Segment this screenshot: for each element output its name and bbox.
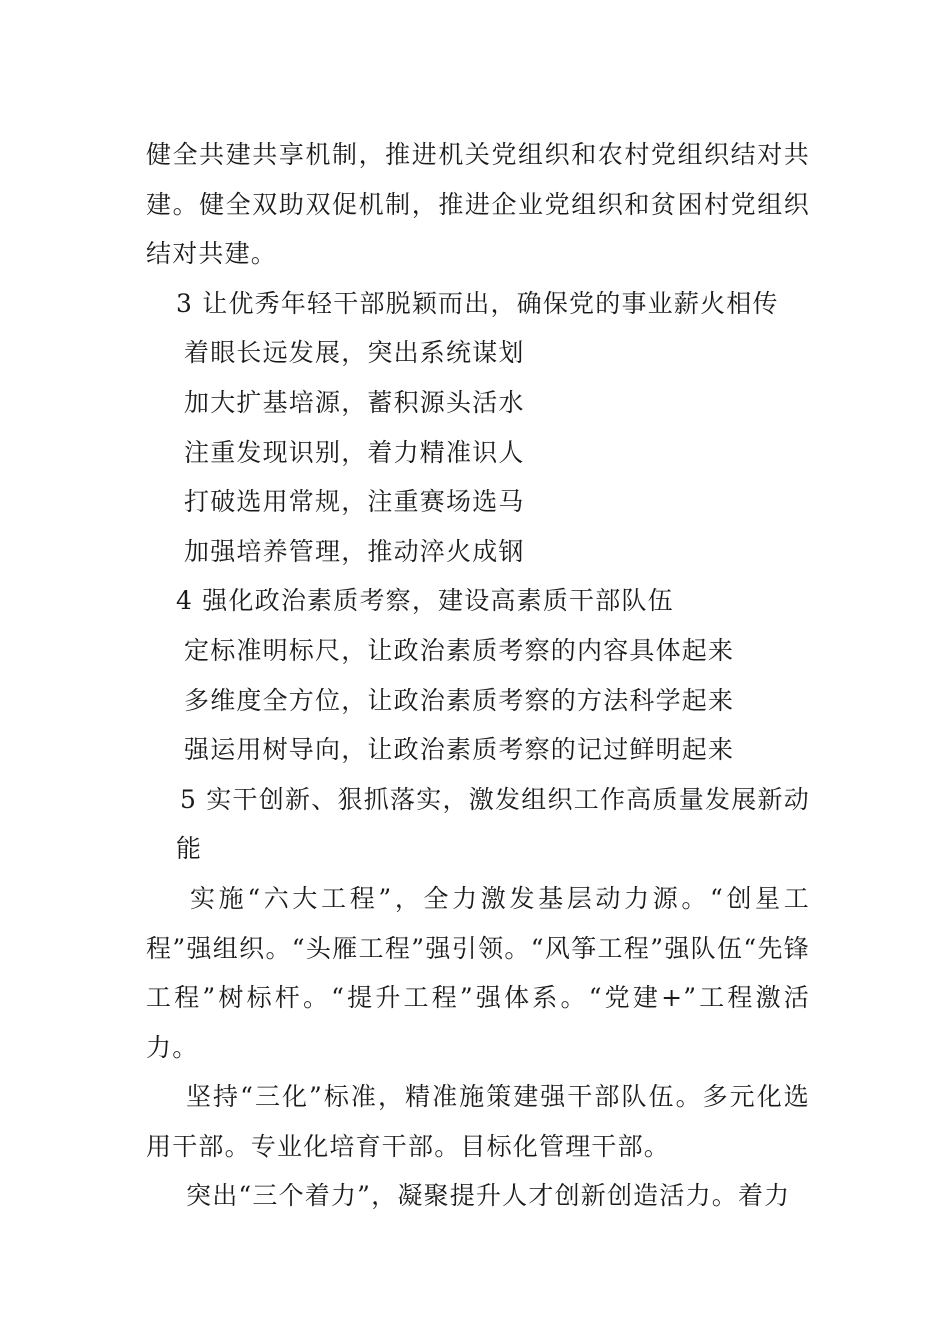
paragraph-joint-building: 健全共建共享机制，推进机关党组织和农村党组织结对共建。健全双助双促机制，推进企业党组织和贫困村党组织结对共建。 bbox=[146, 140, 810, 269]
subpoint-3-1: 着眼长远发展，突出系统谋划 bbox=[184, 338, 525, 368]
subpoint-3-2: 加大扩基培源，蓄积源头活水 bbox=[184, 387, 525, 417]
subpoint-4-1: 定标准明标尺，让政治素质考察的内容具体起来 bbox=[184, 635, 735, 665]
subpoint-3-3: 注重发现识别，着力精准识人 bbox=[184, 437, 525, 467]
subpoint-4-3: 强运用树导向，让政治素质考察的记过鲜明起来 bbox=[184, 735, 735, 765]
paragraph-six-projects: 实施“六大工程”，全力激发基层动力源。“创星工程”强组织。“头雁工程”强引领。“风筝工程”强队伍“先锋工程”树标杆。“提升工程”强体系。“党建+”工程激活力。 bbox=[146, 883, 810, 1062]
subpoint-3-5: 加强培养管理，推动淬火成钢 bbox=[184, 536, 525, 566]
section-heading-5: 5 实干创新、狠抓落实，激发组织工作高质量发展新动能 bbox=[176, 784, 810, 864]
paragraph-three-standards: 坚持“三化”标准，精准施策建强干部队伍。多元化选用干部。专业化培育干部。目标化管理干部。 bbox=[146, 1082, 810, 1161]
subpoint-4-2: 多维度全方位，让政治素质考察的方法科学起来 bbox=[184, 685, 735, 715]
section-heading-4: 4 强化政治素质考察，建设高素质干部队伍 bbox=[176, 586, 674, 616]
section-heading-3: 3 让优秀年轻干部脱颖而出，确保党的事业薪火相传 bbox=[176, 288, 779, 318]
paragraph-three-focuses: 突出“三个着力”，凝聚提升人才创新创造活力。着力 bbox=[186, 1181, 791, 1211]
document-body bbox=[146, 130, 810, 1221]
subpoint-3-4: 打破选用常规，注重赛场选马 bbox=[184, 487, 525, 517]
